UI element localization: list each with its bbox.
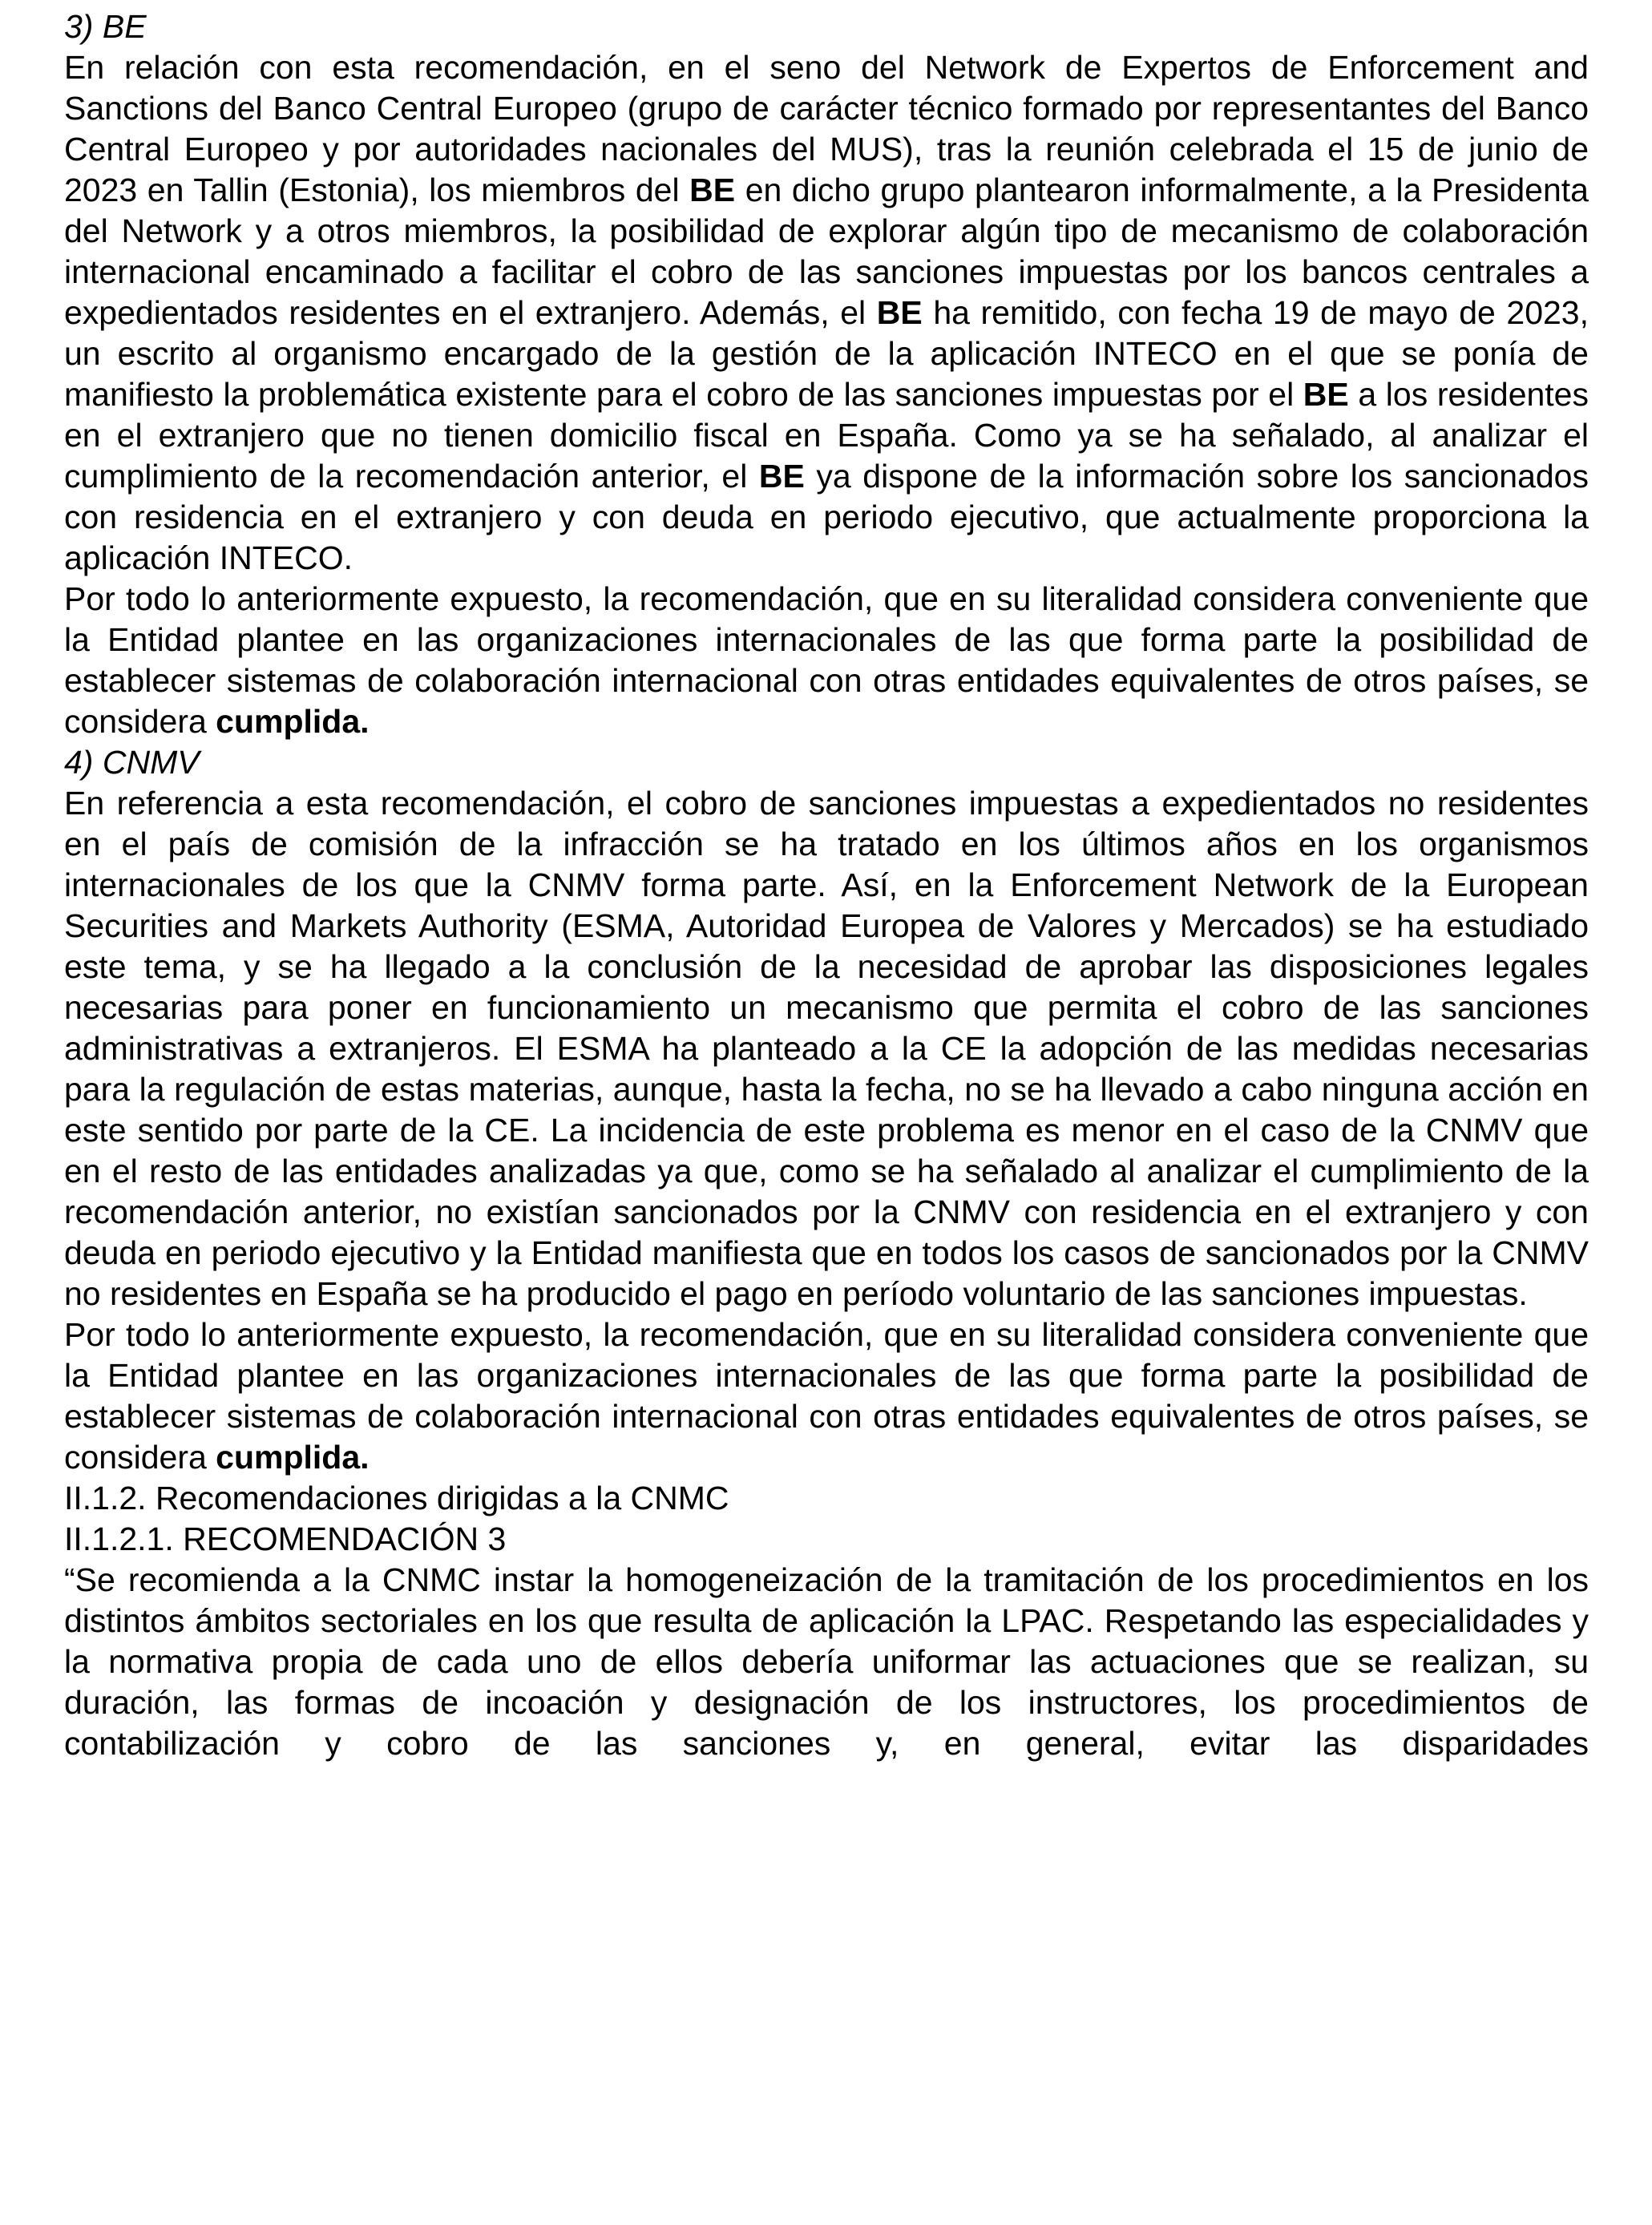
section-heading-recommendation-3: II.1.2.1. RECOMENDACIÓN 3 [64,1520,507,1557]
paragraph-cnmv-conclusion [64,1314,1589,1478]
text-run: Por todo lo anteriormente expuesto, la recomendación, que en su literalidad considera conveniente que la Entidad plantee en las organizaciones internacionales de las que forma parte la posibilidad de establecer sistemas de colaboración internacional con otras entidades equivalentes de otros países, se considera [64,1316,1589,1476]
paragraph-be-conclusion [64,579,1589,742]
acronym-be-bold-3: BE [1303,376,1349,413]
text-run: “Se recomienda a la CNMC instar la homogeneización de la tramitación de los procedimientos en los distintos ámbitos sectoriales en los que resulta de aplicación la LPAC. Respetando las especialidades y la normativa propia de cada uno de ellos debería uniformar las actuaciones que se realizan, su duración, las formas de incoación y designación de los instructores, los procedimientos de contabilización y cobro de las sanciones y, en general, evitar las disparidades [64,1561,1589,1762]
paragraph-cnmv-analysis [64,783,1589,1314]
acronym-be-bold-1: BE [689,172,736,208]
section-heading-cnmv: 4) CNMV [64,744,200,781]
text-run: Por todo lo anteriormente expuesto, la recomendación, que en su literalidad considera conveniente que la Entidad plantee en las organizaciones internacionales de las que forma parte la posibilidad de establecer sistemas de colaboración internacional con otras entidades equivalentes de otros países, se considera [64,580,1589,740]
text-run: En relación con esta recomendación, en el seno del Network de Expertos de Enforcement and Sanctions del Banco Central Europeo (grupo de carácter técnico formado por representantes del Banco Central Europeo y por autoridades nacionales del MUS), tras la reunión celebrada el 15 de junio de 2023 en Tallin (Estonia), los miembros del [64,49,1589,208]
text-run: En referencia a esta recomendación, el cobro de sanciones impuestas a expedientados no residentes en el país de comisión de la infracción se ha tratado en los últimos años en los organismos internacionales de los que la CNMV forma parte. Así, en la Enforcement Network de la European Securities and Markets Authority (ESMA, Autoridad Europea de Valores y Mercados) se ha estudiado este tema, y se ha llegado a la conclusión de la necesidad de aprobar las disposiciones legales necesarias para poner en funcionamiento un mecanismo que permita el cobro de las sanciones administrativas a extranjeros. El ESMA ha planteado a la CE la adopción de las medidas necesarias para la regulación de estas materias, aunque, hasta la fecha, no se ha llevado a cabo ninguna acción en este sentido por parte de la CE. La incidencia de este problema es menor en el caso de la CNMV que en el resto de las entidades analizadas ya que, como se ha señalado al analizar el cumplimiento de la recomendación anterior, no existían sancionados por la CNMV con residencia en el extranjero y con deuda en periodo ejecutivo y la Entidad manifiesta que en todos los casos de sancionados por la CNMV no residentes en España se ha producido el pago en período voluntario de las sanciones impuestas. [64,785,1589,1312]
section-heading-be: 3) BE [64,8,147,45]
text-run: ya dispone de la información sobre los sancionados con residencia en el extranjero y con deuda en periodo ejecutivo, que actualmente proporciona la aplicación INTECO. [64,458,1589,576]
text-run: ha remitido, con fecha 19 de mayo de 2023, un escrito al organismo encargado de la gestión de la aplicación INTECO en el que se ponía de manifiesto la problemática existente para el cobro de las sanciones impuestas por el [64,294,1589,413]
text-run: en dicho grupo plantearon informalmente, a la Presidenta del Network y a otros miembros, la posibilidad de explorar algún tipo de mecanismo de colaboración internacional encaminado a facilitar el cobro de las sanciones impuestas por los bancos centrales a expedientados residentes en el extranjero. Además, el [64,172,1589,331]
paragraph-be-analysis [64,47,1589,579]
cumplida-bold-cnmv: cumplida. [216,1439,370,1476]
text-run: a los residentes en el extranjero que no tienen domicilio fiscal en España. Como ya se ha señalado, al analizar el cumplimiento de la recomendación anterior, el [64,376,1589,495]
cumplida-bold-be: cumplida. [216,703,370,740]
acronym-be-bold-2: BE [876,294,923,331]
acronym-be-bold-4: BE [758,458,805,495]
paragraph-recommendation-3-quote [64,1560,1589,1764]
section-heading-cnmc-recommendations: II.1.2. Recomendaciones dirigidas a la CNMC [64,1480,729,1516]
